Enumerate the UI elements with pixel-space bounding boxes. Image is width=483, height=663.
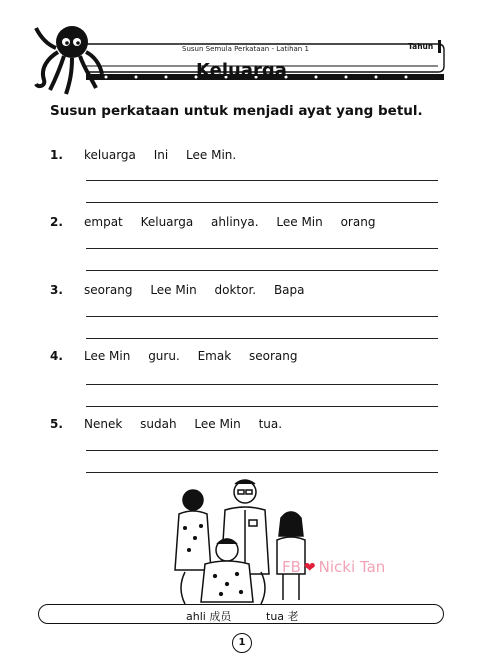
question-number: 2.	[50, 215, 63, 229]
question-number: 5.	[50, 417, 63, 431]
watermark-prefix: FB	[282, 558, 301, 576]
word: empat	[84, 215, 123, 229]
word: Lee Min	[276, 215, 323, 229]
answer-line[interactable]	[86, 180, 438, 181]
scrambled-words	[84, 148, 250, 162]
watermark	[282, 558, 385, 576]
vocab-ahli: ahli 成员	[186, 610, 232, 623]
question-number: 4.	[50, 349, 63, 363]
scrambled-words	[84, 417, 296, 431]
scrambled-words	[84, 283, 319, 297]
tahun-grade-mark	[438, 40, 441, 53]
watermark-name: Nicki Tan	[318, 558, 386, 576]
scrambled-words	[84, 215, 389, 229]
word: Bapa	[273, 283, 305, 297]
word: Ini	[153, 148, 169, 162]
answer-line[interactable]	[86, 406, 438, 407]
word: sudah	[140, 417, 177, 431]
word: seorang	[84, 283, 133, 297]
tahun-label: Tahun	[408, 42, 434, 51]
answer-line[interactable]	[86, 450, 438, 451]
word: keluarga	[84, 148, 136, 162]
word: Lee Min	[84, 349, 131, 363]
answer-line[interactable]	[86, 202, 438, 203]
word: orang	[340, 215, 376, 229]
page-title: Keluarga	[196, 60, 287, 81]
scrambled-words	[84, 349, 312, 363]
question-number: 3.	[50, 283, 63, 297]
answer-line[interactable]	[86, 338, 438, 339]
family-illustration	[165, 478, 325, 606]
answer-line[interactable]	[86, 472, 438, 473]
question-number: 1.	[50, 148, 63, 162]
answer-line[interactable]	[86, 384, 438, 385]
word: Emak	[197, 349, 232, 363]
worksheet-subtitle: Susun Semula Perkataan - Latihan 1	[182, 45, 309, 53]
word: Nenek	[84, 417, 123, 431]
word: Lee Min	[150, 283, 197, 297]
vocabulary-bar	[38, 604, 444, 624]
answer-line[interactable]	[86, 248, 438, 249]
word: Lee Min.	[186, 148, 237, 162]
page-number: 1	[232, 633, 252, 653]
word: guru.	[148, 349, 180, 363]
word: Keluarga	[140, 215, 194, 229]
vocab-tua: tua 老	[266, 610, 299, 623]
answer-line[interactable]	[86, 270, 438, 271]
word: ahlinya.	[211, 215, 259, 229]
word: seorang	[249, 349, 298, 363]
word: Lee Min	[194, 417, 241, 431]
answer-line[interactable]	[86, 316, 438, 317]
word: doktor.	[214, 283, 257, 297]
instruction-text: Susun perkataan untuk menjadi ayat yang betul.	[50, 103, 423, 119]
heart-icon: ❤	[303, 560, 316, 576]
word: tua.	[258, 417, 283, 431]
